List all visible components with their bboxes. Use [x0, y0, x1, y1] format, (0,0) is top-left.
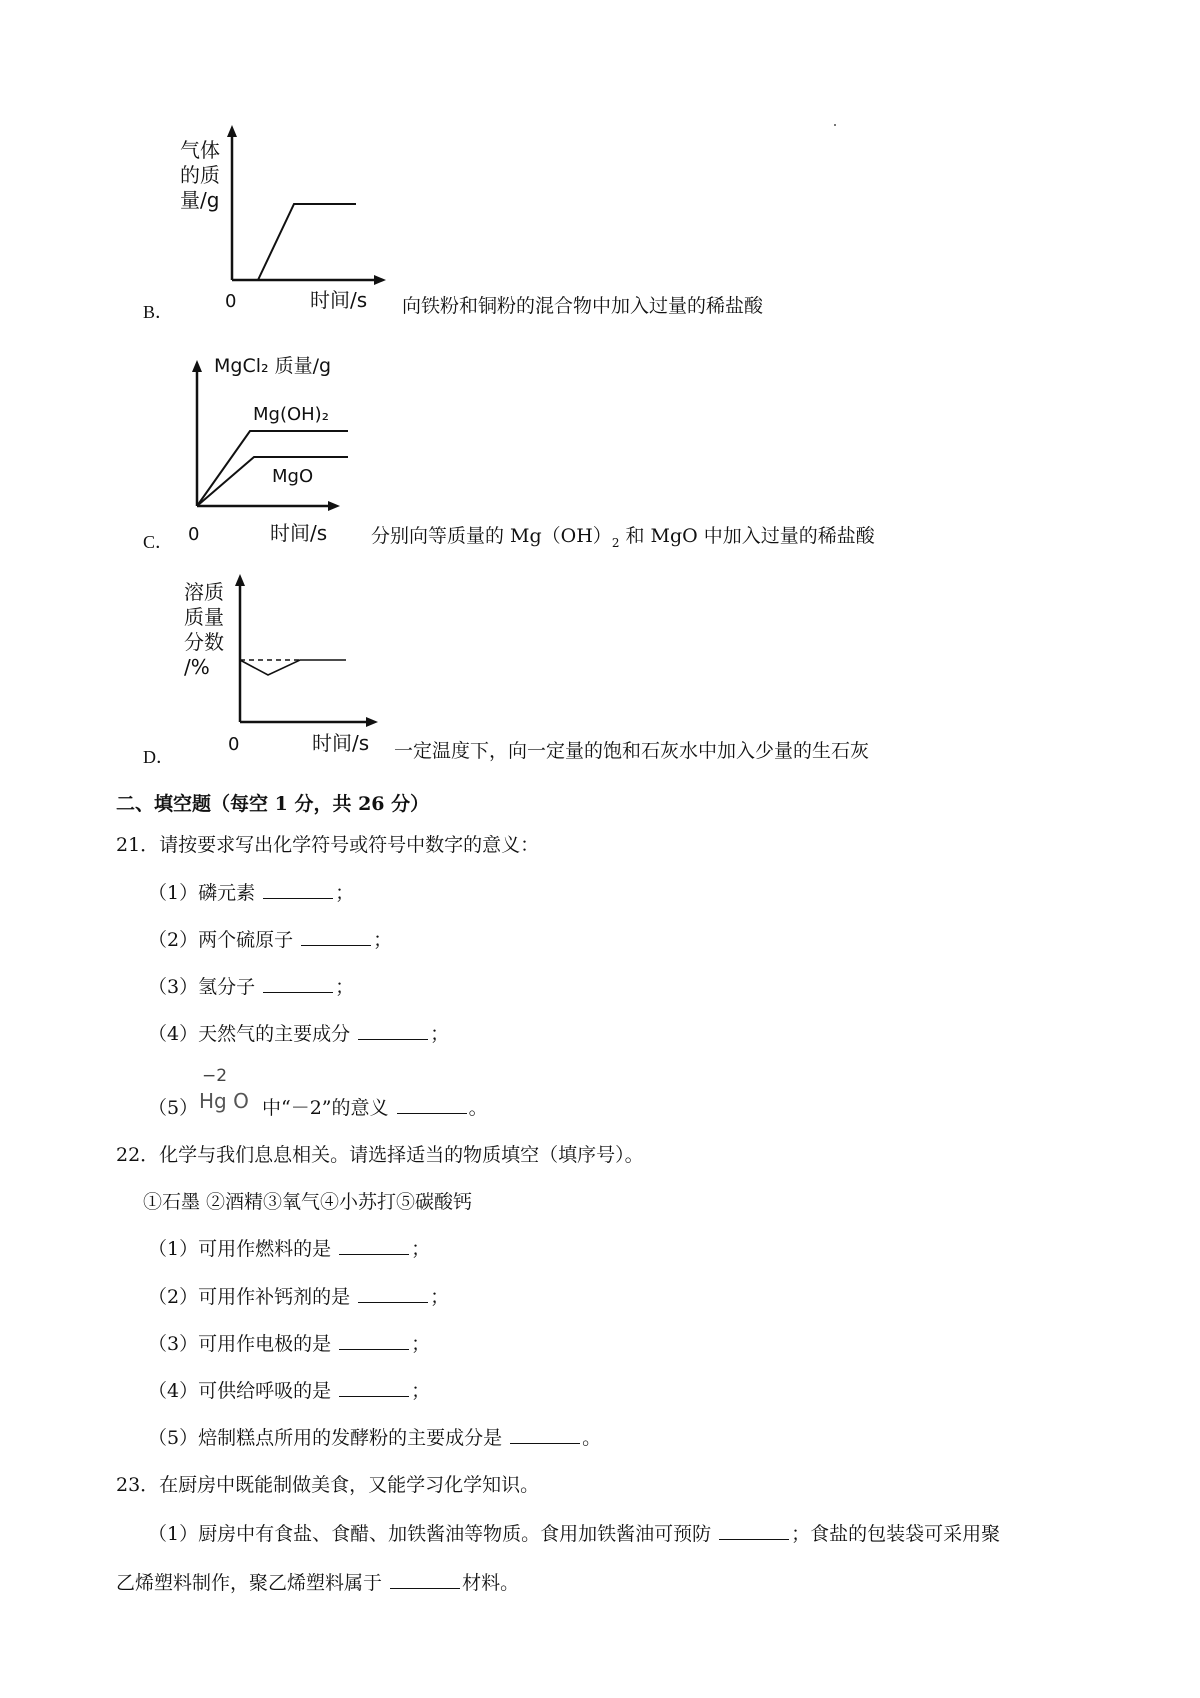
- q22-item-2-blank[interactable]: [358, 1288, 428, 1303]
- option-c-caption-part1: 分别向等质量的 Mg（OH）: [371, 525, 612, 547]
- q23-line-2: [116, 1574, 519, 1593]
- q22-item-5-blank[interactable]: [510, 1429, 580, 1444]
- q22-item-1-label: （1）可用作燃料的是: [148, 1238, 332, 1260]
- q21-item-1-label: （1）磷元素: [148, 882, 256, 904]
- q22-item-2-label: （2）可用作补钙剂的是: [148, 1286, 351, 1308]
- chart-c-xlabel: 时间/s: [270, 521, 328, 545]
- option-c-caption: [371, 527, 875, 549]
- q21-item-1: [148, 884, 354, 903]
- chart-d-ylabel-3: 分数: [184, 630, 224, 654]
- chart-d-svg: [180, 570, 390, 760]
- chart-c-series-label-2: MgO: [272, 466, 314, 487]
- chart-d: [180, 570, 390, 760]
- q21-item-5-middle: 中“－2”的意义: [262, 1097, 389, 1119]
- q23-stem: 23．在厨房中既能制做美食，又能学习化学知识。: [116, 1474, 540, 1496]
- chart-c-series-label-1: Mg(OH)₂: [253, 404, 329, 425]
- chart-d-ylabel-1: 溶质: [184, 580, 224, 604]
- q21-item-3-blank[interactable]: [263, 978, 333, 993]
- q21-item-5-rest: [262, 1099, 488, 1118]
- q23-line-1-b: ；食盐的包装袋可采用聚: [791, 1523, 1001, 1545]
- q21-item-3-end: ；: [335, 976, 355, 998]
- chart-d-origin: 0: [228, 734, 240, 755]
- chart-d-y-arrow: [235, 574, 245, 586]
- chart-d-x-arrow: [366, 717, 378, 727]
- option-c-label: C．: [143, 532, 174, 552]
- q22-item-2-end: ；: [430, 1286, 450, 1308]
- q21-stem: 21．请按要求写出化学符号或符号中数字的意义：: [116, 834, 540, 856]
- q22-item-4-blank[interactable]: [339, 1382, 409, 1397]
- option-c-caption-subscript: 2: [611, 535, 620, 550]
- chart-c-x-arrow: [328, 501, 340, 511]
- chart-c-svg: [180, 350, 365, 545]
- option-b-label: B．: [143, 302, 174, 322]
- q22-options: ①石墨 ②酒精③氧气④小苏打⑤碳酸钙: [143, 1191, 473, 1213]
- q22-item-3-end: ；: [411, 1333, 431, 1355]
- q23-line-1-a: （1）厨房中有食盐、食醋、加铁酱油等物质。食用加铁酱油可预防: [148, 1523, 712, 1545]
- chart-d-ylabel-2: 质量: [184, 605, 224, 629]
- chart-b-y-arrow: [227, 125, 237, 137]
- option-c-caption-part2: 和 MgO 中加入过量的稀盐酸: [619, 525, 875, 547]
- q22-stem: 22．化学与我们息息相关。请选择适当的物质填空（填序号）。: [116, 1144, 644, 1166]
- option-d-caption: 一定温度下，向一定量的饱和石灰水中加入少量的生石灰: [394, 740, 870, 762]
- q21-item-5-prefix: （5）: [148, 1097, 199, 1119]
- chart-c-y-arrow: [192, 360, 202, 372]
- chart-b-ylabel-1: 气体: [180, 138, 220, 162]
- q22-item-5-end: 。: [582, 1427, 602, 1449]
- q22-item-5-label: （5）焙制糕点所用的发酵粉的主要成分是: [148, 1427, 503, 1449]
- q21-item-5-charge: −2: [202, 1066, 228, 1086]
- q21-item-4: [148, 1025, 449, 1044]
- q21-item-4-end: ；: [430, 1023, 450, 1045]
- chart-b-ylabel-3: 量/g: [180, 188, 220, 212]
- chart-c-origin: 0: [188, 524, 200, 545]
- q22-item-2: [148, 1288, 449, 1307]
- q23-blank-1[interactable]: [719, 1525, 789, 1540]
- q22-item-1-end: ；: [411, 1238, 431, 1260]
- option-d-label: D．: [143, 747, 174, 767]
- q21-item-5-end: 。: [468, 1097, 488, 1119]
- q22-item-3-label: （3）可用作电极的是: [148, 1333, 332, 1355]
- q21-item-5-formula: Hg O: [199, 1089, 249, 1113]
- q21-item-4-label: （4）天然气的主要成分: [148, 1023, 351, 1045]
- q22-item-1: [148, 1240, 430, 1259]
- q21-item-3-label: （3）氢分子: [148, 976, 256, 998]
- q21-item-2: [148, 931, 392, 950]
- option-b-caption: 向铁粉和铜粉的混合物中加入过量的稀盐酸: [402, 295, 764, 317]
- q21-item-5-blank[interactable]: [397, 1099, 467, 1114]
- chart-b-curve: [258, 204, 356, 280]
- chart-b-x-arrow: [374, 275, 386, 285]
- q21-item-2-end: ；: [373, 929, 393, 951]
- q21-item-1-blank[interactable]: [263, 884, 333, 899]
- q21-item-1-end: ；: [335, 882, 355, 904]
- chart-b-ylabel-2: 的质: [180, 163, 220, 187]
- chart-c: [180, 350, 365, 545]
- q22-item-4: [148, 1382, 430, 1401]
- q22-item-4-end: ；: [411, 1380, 431, 1402]
- q22-item-4-label: （4）可供给呼吸的是: [148, 1380, 332, 1402]
- stray-dot: [834, 124, 836, 126]
- q23-blank-2[interactable]: [390, 1574, 460, 1589]
- chart-b-xlabel: 时间/s: [310, 288, 368, 312]
- q21-item-3: [148, 978, 354, 997]
- q21-item-2-blank[interactable]: [301, 931, 371, 946]
- q22-item-5: [148, 1429, 601, 1448]
- chart-c-ylabel: MgCl₂ 质量/g: [214, 355, 332, 377]
- chart-b-svg: [170, 125, 400, 325]
- q23-line-2-b: 材料。: [462, 1572, 520, 1594]
- chart-b-origin: 0: [225, 291, 237, 312]
- chart-d-xlabel: 时间/s: [312, 731, 370, 755]
- q22-item-3: [148, 1335, 430, 1354]
- chart-b: [170, 125, 400, 325]
- q23-line-1: [148, 1525, 1000, 1544]
- chart-d-ylabel-4: /%: [184, 655, 210, 679]
- chart-d-curve: [240, 660, 346, 675]
- q21-item-4-blank[interactable]: [358, 1025, 428, 1040]
- q23-line-2-a: 乙烯塑料制作，聚乙烯塑料属于: [116, 1572, 383, 1594]
- q22-item-1-blank[interactable]: [339, 1240, 409, 1255]
- section-heading: 二、填空题（每空 1 分，共 26 分）: [116, 793, 430, 815]
- q22-item-3-blank[interactable]: [339, 1335, 409, 1350]
- q21-item-2-label: （2）两个硫原子: [148, 929, 294, 951]
